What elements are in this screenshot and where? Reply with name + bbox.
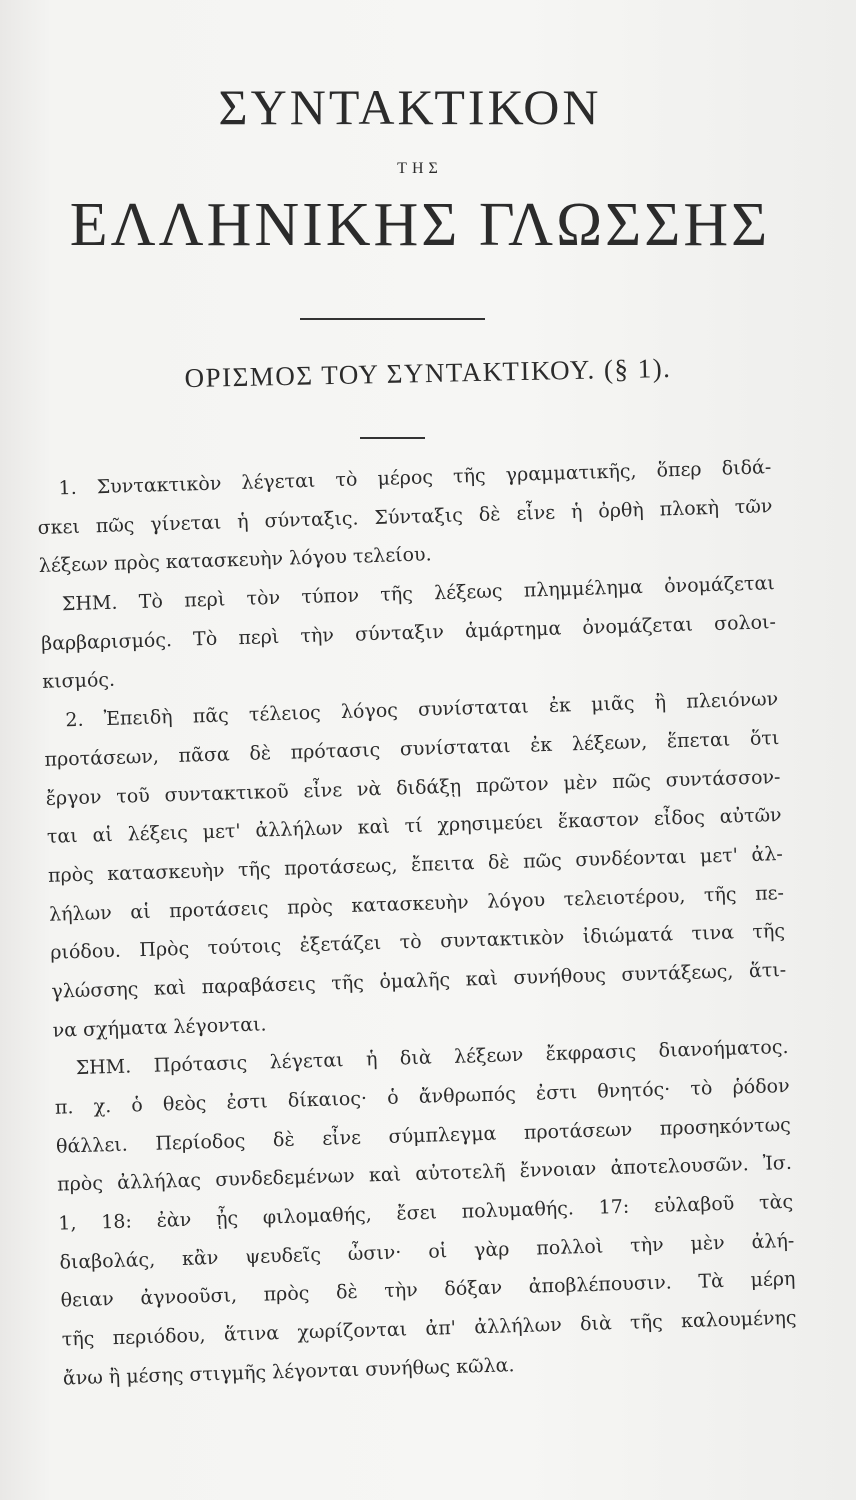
text-line: λήλων αἱ προτάσεις πρὸς κατασκευὴν λόγου τελειοτέρου, τῆς πε- [48, 881, 785, 926]
text-line: π. χ. ὁ θεὸς ἐστι δίκαιος· ὁ ἄνθρωπός ἐστι θνητός· τὸ ῥόδον [54, 1074, 790, 1119]
text-line: ἔργον τοῦ συντακτικοῦ εἶνε νὰ διδάξῃ πρῶτον μὲν πῶς συντάσσον- [45, 765, 781, 810]
text-line: ΣΗΜ. Πρότασις λέγεται ἡ διὰ λέξεων ἔκφρασις διανοήματος. [75, 1036, 789, 1080]
text-line: 2. Ἐπειδὴ πᾶς τέλειος λόγος συνίσταται ἐκ μιᾶς ἢ πλειόνων [65, 688, 779, 732]
body-text [36, 448, 798, 1398]
text-line: προτάσεων, πᾶσα δὲ πρότασις συνίσταται ἐκ λέξεων, ἕπεται ὅτι [44, 726, 780, 771]
text-line: να σχήματα λέγονται. [52, 1013, 267, 1042]
text-line: γλώσσης καὶ παραβάσεις τῆς ὁμαλῆς καὶ συνήθους συντάξεως, ἅτι- [51, 958, 787, 1003]
text-line: σκει πῶς γίνεται ἡ σύνταξις. Σύνταξις δὲ εἶνε ἡ ὀρθὴ πλοκὴ τῶν [37, 494, 773, 539]
text-line: ΣΗΜ. Τὸ περὶ τὸν τύπον τῆς λέξεως πλημμέλημα ὀνομάζεται [61, 572, 776, 616]
text-line: θάλλει. Περίοδος δὲ εἶνε σύμπλεγμα προτάσεων προσηκόντως [55, 1113, 792, 1158]
text-line: ριόδου. Πρὸς τούτοις ἐξετάζει τὸ συντακτικὸν ἰδιώματά τινα τῆς [50, 920, 786, 965]
text-line: ἄνω ἢ μέσης στιγμῆς λέγονται συνήθως κῶλα. [62, 1354, 515, 1390]
book-subtitle: ΕΛΛΗΝΙΚΗΣ ΓΛΩΣΣΗΣ [69, 191, 771, 259]
title-divider [300, 318, 485, 320]
text-line: ται αἱ λέξεις μετ' ἀλλήλων καὶ τί χρησιμεύει ἕκαστον εἶδος αὐτῶν [46, 804, 782, 849]
text-line: 1, 18: ἐὰν ᾖς φιλομαθής, ἔσει πολυμαθής. 17: εὐλαβοῦ τὰς [58, 1190, 794, 1235]
section-heading: ΟΡΙΣΜΟΣ ΤΟΥ ΣΥΝΤΑΚΤΙΚΟΥ. (§ 1). [184, 352, 672, 394]
text-line: βαρβαρισμός. Τὸ περὶ τὴν σύνταξιν ἁμάρτημα ὀνομάζεται σολοι- [40, 610, 777, 655]
text-line: κισμός. [41, 669, 116, 694]
text-line: θειαν ἀγνοοῦσι, πρὸς δὲ τὴν δόξαν ἀποβλέπουσιν. Τὰ μέρη [60, 1268, 796, 1313]
text-line: πρὸς ἀλλήλας συνδεδεμένων καὶ αὐτοτελῆ ἔννοιαν ἀποτελουσῶν. Ἰσ. [56, 1152, 793, 1197]
text-line: τῆς περιόδου, ἅτινα χωρίζονται ἀπ' ἀλλήλων διὰ τῆς καλουμένης [61, 1306, 797, 1351]
book-title: ΣΥΝΤΑΚΤΙΚΟΝ [218, 79, 602, 135]
text-line: 1. Συντακτικὸν λέγεται τὸ μέρος τῆς γραμματικῆς, ὅπερ διδά- [58, 456, 772, 500]
heading-divider [360, 437, 425, 439]
text-line: πρὸς κατασκευὴν τῆς προτάσεως, ἔπειτα δὲ πῶς συνδέονται μετ' ἀλ- [47, 842, 784, 887]
title-conjunction: ΤΗΣ [397, 160, 443, 177]
text-line: διαβολάς, κἂν ψευδεῖς ὦσιν· οἱ γὰρ πολλοὶ τὴν μὲν ἀλή- [59, 1229, 795, 1274]
text-line: λέξεων πρὸς κατασκευὴν λόγου τελείου. [38, 543, 432, 578]
